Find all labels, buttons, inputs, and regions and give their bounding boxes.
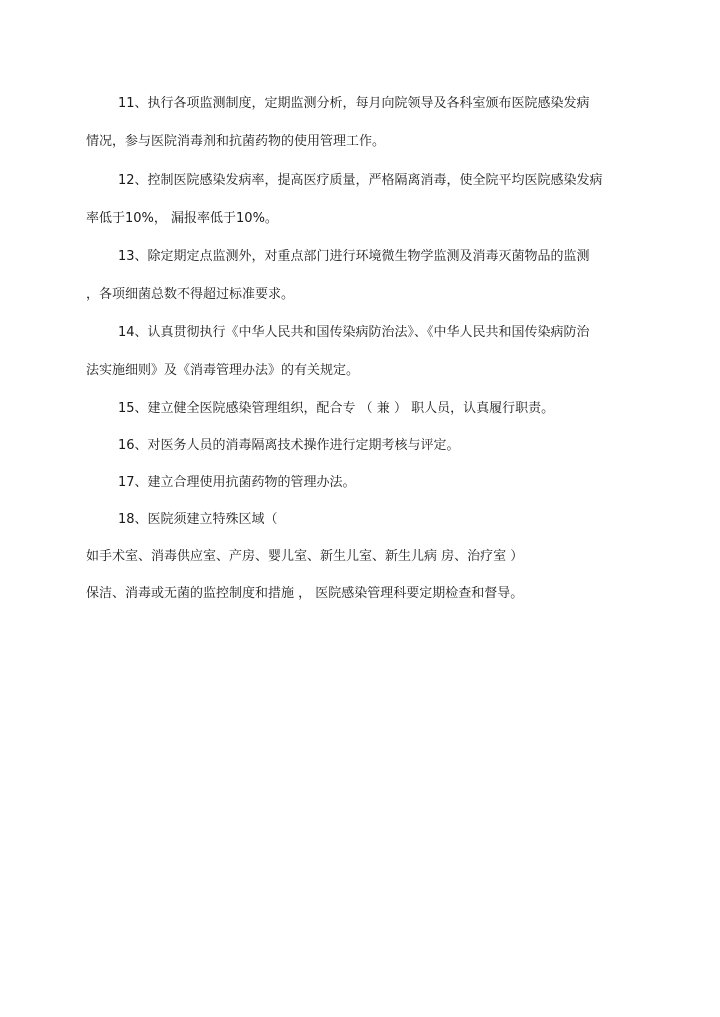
paragraph-13-line-1: 13、除定期定点监测外，对重点部门进行环境微生物学监测及消毒灭菌物品的监测 <box>118 249 590 264</box>
paragraph-12-line-1: 12、控制医院感染发病率，提高医疗质量，严格隔离消毒，使全院平均医院感染发病 <box>118 173 603 188</box>
paragraph-12-line-2: 率低于10%， 漏报率低于10%。 <box>86 211 278 226</box>
paragraph-13-line-2: ，各项细菌总数不得超过标准要求。 <box>86 287 295 302</box>
paragraph-14-line-1: 14、认真贯彻执行《中华人民共和国传染病防治法》、《中华人民共和国传染病防治 <box>118 325 590 340</box>
paragraph-17: 17、建立合理使用抗菌药物的管理办法。 <box>118 475 356 490</box>
paragraph-11-line-2: 情况，参与医院消毒剂和抗菌药物的使用管理工作。 <box>86 134 386 149</box>
paragraph-15: 15、建立健全医院感染管理组织，配合专 （ 兼 ） 职人员，认真履行职责。 <box>118 401 555 416</box>
paragraph-18-line-2: 如手术室、消毒供应室、产房、婴儿室、新生儿室、新生儿病 房、治疗室 ） <box>86 549 524 564</box>
paragraph-11-line-1: 11、执行各项监测制度，定期监测分析，每月向院领导及各科室颁布医院感染发病 <box>118 96 590 111</box>
paragraph-16: 16、对医务人员的消毒隔离技术操作进行定期考核与评定。 <box>118 438 460 453</box>
paragraph-18-line-3: 保洁、消毒或无菌的监控制度和措施 ， 医院感染管理科要定期检查和督导。 <box>86 586 524 601</box>
paragraph-18-line-1: 18、医院须建立特殊区域（ <box>118 512 278 527</box>
paragraph-14-line-2: 法实施细则》及《消毒管理办法》的有关规定。 <box>86 363 360 378</box>
